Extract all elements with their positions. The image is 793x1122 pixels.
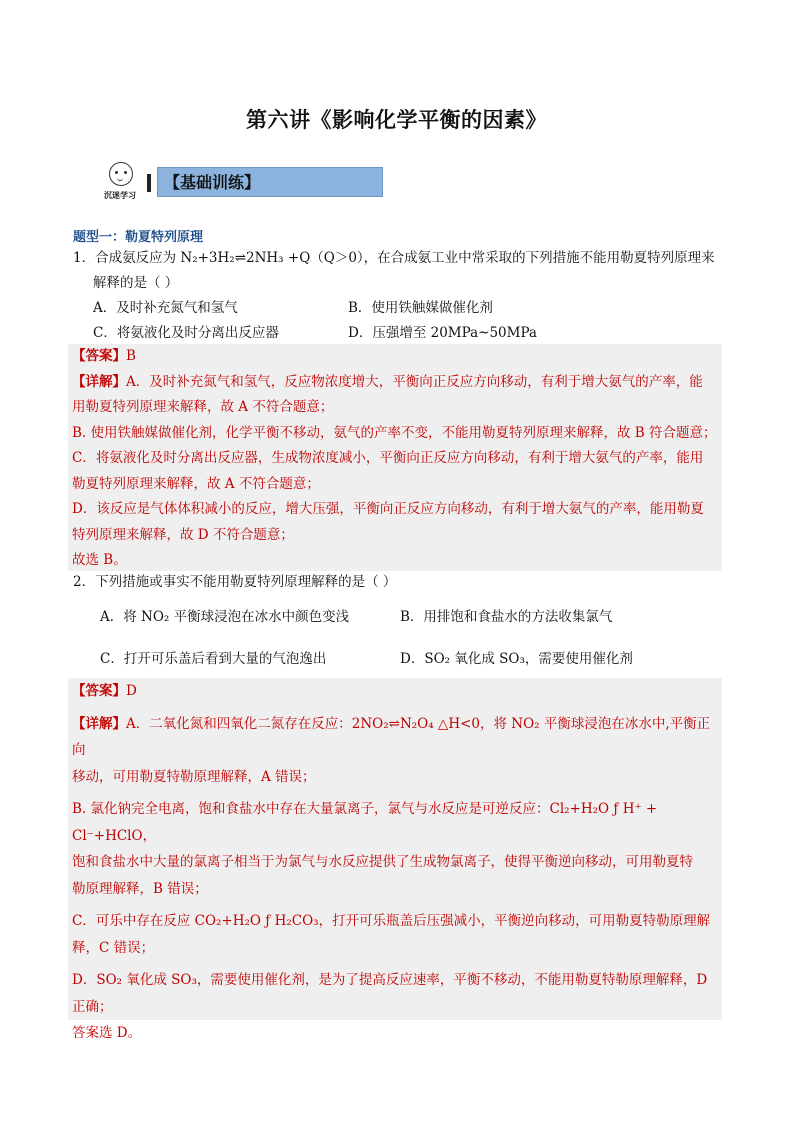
detail-2-line7: 释，C 错误；	[72, 939, 155, 956]
detail-1-line4: C．将氨液化及时分离出反应器，生成物浓度减小，平衡向正反应方向移动，有利于增大氨气的产率，能用	[72, 450, 704, 466]
mascot-logo-icon	[100, 160, 140, 204]
question-2-option-c: C．打开可乐盖后看到大量的气泡逸出	[100, 651, 327, 667]
detail-1-line3: B. 使用铁触媒做催化剂，化学平衡不移动，氨气的产率不变，不能用勒夏特列原理来解释，故 B 符合题意；	[72, 424, 717, 441]
question-2-options-row1	[100, 605, 612, 625]
logo-text: 沉迷学习	[104, 191, 136, 200]
detail-2-line9: 正确；	[72, 998, 113, 1015]
question-1-option-c: C．将氨液化及时分离出反应器	[93, 325, 279, 341]
answer-1-block	[68, 344, 722, 571]
question-2-option-d: D．SO₂ 氧化成 SO₃，需要使用催化剂	[400, 651, 633, 667]
question-2-option-b: B．用排饱和食盐水的方法收集氯气	[400, 609, 613, 625]
detail-2-line2: 移动，可用勒夏特勒原理解释，A 错误；	[72, 768, 316, 785]
detail-1-line8: 故选 B。	[72, 552, 127, 568]
question-1	[73, 246, 733, 346]
detail-2-line5: 勒原理解释，B 错误；	[72, 880, 208, 897]
answer-2-block	[68, 678, 722, 1041]
detail-2-line10: 答案选 D。	[72, 1025, 142, 1041]
answer-1-line	[72, 344, 718, 370]
detail-1-line1: 【详解】A．及时补充氮气和氢气，反应物浓度增大，平衡向正反应方向移动，有利于增大氨气的产率，能	[72, 373, 703, 390]
topic-heading: 题型一：勒夏特列原理	[73, 230, 204, 245]
detail-2-line8: D．SO₂ 氧化成 SO₃，需要使用催化剂，是为了提高反应速率，平衡不移动，不能用勒夏特勒原理解释，D	[72, 972, 708, 988]
detail-1-line2: 用勒夏特列原理来解释，故 A 不符合题意；	[72, 399, 334, 415]
detail-2-line6: C．可乐中存在反应 CO₂+H₂O ƒ H₂CO₃，打开可乐瓶盖后压强减小，平衡逆向移动，可用勒夏特勒原理解	[72, 913, 711, 929]
answer-2-label: 【答案】	[72, 683, 126, 699]
section-label: 【基础训练】	[157, 167, 383, 197]
detail-1-line5: 勒夏特列原理来解释，故 A 不符合题意；	[72, 475, 320, 492]
question-1-stem-line2: 解释的是（ ）	[93, 275, 179, 291]
question-1-options-row1	[73, 296, 733, 321]
detail-1-line7: 特列原理来解释，故 D 不符合题意；	[72, 526, 294, 543]
detail-1-line6: D．该反应是气体体积减小的反应，增大压强，平衡向正反应方向移动，有利于增大氨气的产率，能用勒夏	[72, 501, 704, 517]
detail-2-line3: B. 氯化钠完全电离，饱和食盐水中存在大量氯离子，氯气与水反应是可逆反应：Cl₂+H₂O ƒ H⁺ + Cl⁻+HClO，	[72, 801, 658, 844]
page-title: 第六讲《影响化学平衡的因素》	[246, 107, 547, 132]
answer-1-label: 【答案】	[72, 348, 126, 364]
question-2-option-a: A．将 NO₂ 平衡球浸泡在冰水中颜色变浅	[100, 609, 350, 625]
detail-1-label: 【详解】	[72, 373, 126, 390]
question-2	[73, 570, 733, 595]
answer-2-value: D	[126, 683, 137, 699]
detail-2-label: 【详解】	[72, 715, 126, 732]
question-1-stem-line1: 1．合成氨反应为 N₂+3H₂⇌2NH₃ +Q（Q＞0），在合成氨工业中常采取的下列措施不能用勒夏特列原理来	[73, 250, 715, 266]
answer-1-value: B	[126, 348, 136, 364]
question-1-option-d: D．压强增至 20MPa~50MPa	[348, 325, 537, 341]
answer-2-line	[72, 678, 718, 705]
question-2-options-row2	[100, 647, 633, 667]
header-divider-bar	[147, 174, 151, 192]
detail-2-line4: 饱和食盐水中大量的氯离子相当于为氯气与水反应提供了生成物氯离子，使得平衡逆向移动，可用勒夏特	[72, 854, 693, 870]
detail-2-line1: 【详解】A．二氧化氮和四氧化二氮存在反应：2NO₂⇌N₂O₄ △H<0，将 NO₂ 平衡球浸泡在冰水中,平衡正向	[72, 715, 711, 758]
question-1-option-a: A．及时补充氮气和氢气	[93, 300, 238, 316]
question-2-stem: 2．下列措施或事实不能用勒夏特列原理解释的是（ ）	[73, 574, 397, 590]
question-1-options-row2	[73, 321, 733, 346]
question-1-option-b: B．使用铁触媒做催化剂	[348, 300, 493, 316]
